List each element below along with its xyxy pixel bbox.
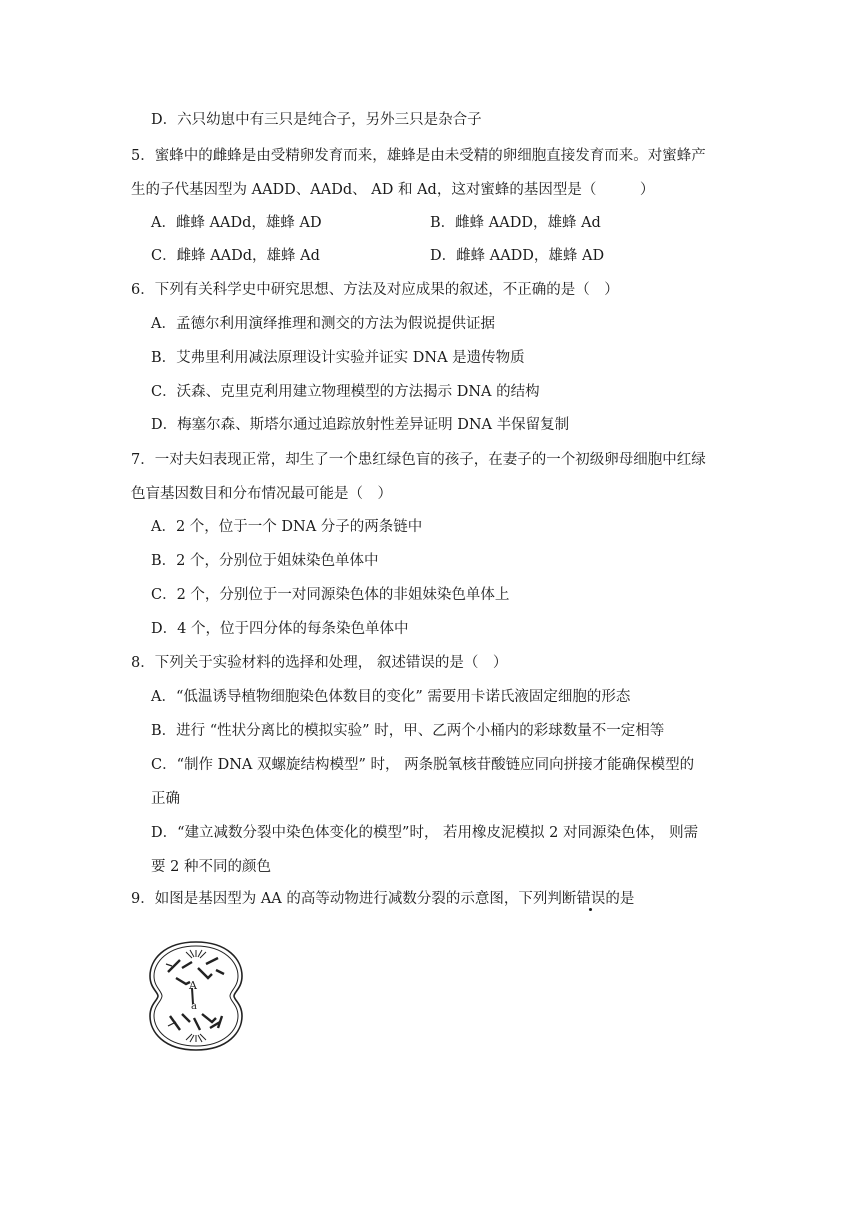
q5-stem-line1: 5．蜜蜂中的雌蜂是由受精卵发育而来，雄蜂是由未受精的卵细胞直接发育而来。对蜜蜂产 xyxy=(131,148,706,164)
spindle-fibers-top xyxy=(186,950,206,958)
gene-label-a: a xyxy=(191,1001,197,1012)
q5-stem-line2: 生的子代基因型为 AADD、AADd、 AD 和 Ad，这对蜜蜂的基因型是（ ） xyxy=(131,182,655,198)
q9-stem xyxy=(131,889,634,909)
q8-option-d-line1: D．“建立减数分裂中染色体变化的模型”时， 若用橡皮泥模拟 2 对同源染色体， 则需 xyxy=(151,825,699,841)
q8-option-d-line2: 要 2 种不同的颜色 xyxy=(151,859,271,875)
q4-option-d: D．六只幼崽中有三只是纯合子，另外三只是杂合子 xyxy=(151,112,482,128)
q8-option-a: A．“低温诱导植物细胞染色体数目的变化” 需要用卡诺氏液固定细胞的形态 xyxy=(151,689,631,705)
q9-stem-emphasis: 错误 xyxy=(576,891,606,907)
q7-option-d: D．4 个，位于四分体的每条染色单体中 xyxy=(151,621,409,637)
q7-stem-line1: 7．一对夫妇表现正常，却生了一个患红绿色盲的孩子，在妻子的一个初级卵母细胞中红绿 xyxy=(131,452,706,468)
q8-option-b: B．进行 “性状分离比的模拟实验” 时，甲、乙两个小桶内的彩球数量不一定相等 xyxy=(151,723,665,739)
cell-inner-membrane xyxy=(154,946,238,1046)
q5-option-a: A．雌蜂 AADd，雄蜂 AD xyxy=(151,215,322,231)
q9-stem-pre: 9．如图是基因型为 AA 的高等动物进行减数分裂的示意图，下列判断 xyxy=(131,891,577,907)
q6-stem: 6．下列有关科学史中研究思想、方法及对应成果的叙述，不正确的是（ ） xyxy=(131,282,619,298)
q7-option-c: C．2 个，分别位于一对同源染色体的非姐妹染色单体上 xyxy=(151,587,510,603)
q8-stem: 8．下列关于实验材料的选择和处理， 叙述错误的是（ ） xyxy=(131,655,508,671)
q7-stem-line2: 色盲基因数目和分布情况最可能是（ ） xyxy=(131,486,392,502)
spindle-fibers-bottom xyxy=(186,1034,206,1042)
cell-outer-membrane xyxy=(150,942,242,1050)
q6-option-d: D．梅塞尔森、斯塔尔通过追踪放射性差异证明 DNA 半保留复制 xyxy=(151,417,570,433)
q8-option-c-line1: C．“制作 DNA 双螺旋结构模型” 时， 两条脱氧核苷酸链应同向拼接才能确保模型的 xyxy=(151,757,695,773)
q5-option-c: C．雌蜂 AADd，雄蜂 Ad xyxy=(151,248,320,264)
q9-stem-post: 的是 xyxy=(605,891,635,907)
q6-option-c: C．沃森、克里克利用建立物理模型的方法揭示 DNA 的结构 xyxy=(151,384,540,400)
q7-option-a: A．2 个，位于一个 DNA 分子的两条链中 xyxy=(151,519,423,535)
meiosis-cell-figure xyxy=(146,938,246,1054)
q6-option-b: B．艾弗里利用减法原理设计实验并证实 DNA 是遗传物质 xyxy=(151,350,525,366)
q7-option-b: B．2 个，分别位于姐妹染色单体中 xyxy=(151,553,379,569)
q5-option-b: B．雌蜂 AADD，雄蜂 Ad xyxy=(430,215,601,231)
gene-label-A: A xyxy=(189,979,197,992)
q5-option-d: D．雌蜂 AADD，雄蜂 AD xyxy=(430,248,605,264)
chromosomes-bottom xyxy=(168,1014,222,1030)
q6-option-a: A．孟德尔利用演绎推理和测交的方法为假说提供证据 xyxy=(151,316,495,332)
q8-option-c-line2: 正确 xyxy=(151,791,180,807)
